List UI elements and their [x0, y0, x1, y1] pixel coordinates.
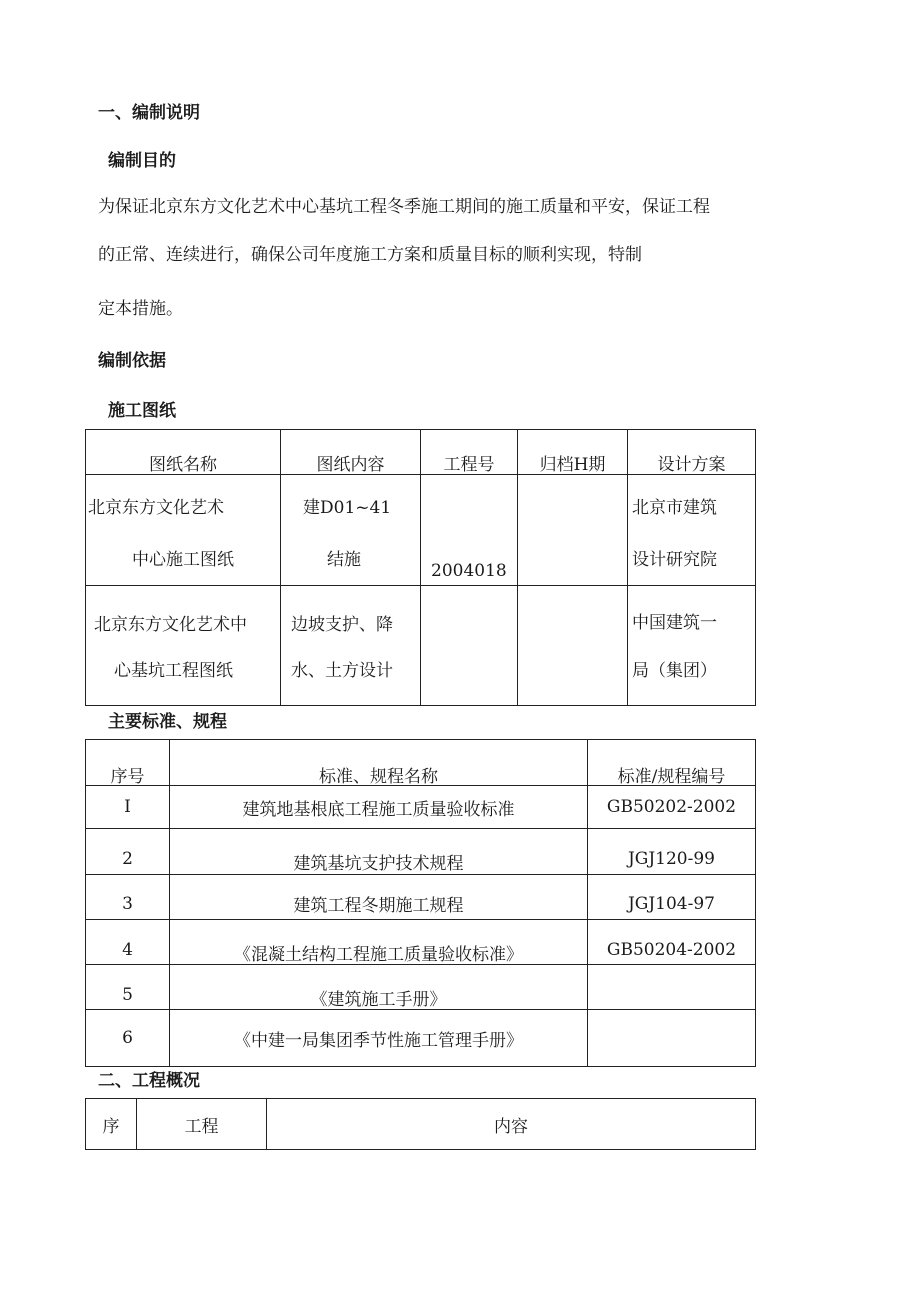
- standard-name-cell: 建筑地基根底工程施工质量验收标准: [170, 786, 588, 829]
- archive-date-cell: [518, 475, 628, 586]
- header-cell: 图纸名称: [86, 430, 281, 475]
- header-cell: 内容: [267, 1099, 756, 1150]
- table-row: [86, 920, 756, 965]
- purpose-line-3: 定本措施。: [98, 299, 183, 319]
- header-cell: 归档H期: [518, 430, 628, 475]
- standard-no-cell: 6: [86, 1010, 170, 1067]
- header-cell: 设计方案: [628, 430, 756, 475]
- header-cell: 工程: [137, 1099, 267, 1150]
- header-cell: 标准/规程编号: [588, 740, 756, 786]
- standard-name-cell: 建筑基坑支护技术规程: [170, 829, 588, 875]
- project-no-cell: [421, 586, 518, 706]
- standards-table: [85, 739, 756, 1067]
- drawing-name-cell: 北京东方文化艺术 中心施工图纸: [86, 475, 281, 586]
- header-cell: 图纸内容: [281, 430, 421, 475]
- table-row: [86, 829, 756, 875]
- drawing-content-cell: 建D01~41 结施: [281, 475, 421, 586]
- section-2-heading: 二、工程概况: [98, 1071, 200, 1091]
- standard-code-cell: JGJ104-97: [588, 875, 756, 920]
- standard-no-cell: 4: [86, 920, 170, 965]
- standard-no-cell: I: [86, 786, 170, 829]
- standards-heading: 主要标准、规程: [108, 712, 227, 732]
- overview-table: [85, 1098, 756, 1150]
- standard-code-cell: [588, 1010, 756, 1067]
- standard-code-cell: [588, 965, 756, 1010]
- table-row: [86, 475, 756, 586]
- standard-no-cell: 2: [86, 829, 170, 875]
- overview-table-header: [86, 1099, 756, 1150]
- drawing-name-cell: 北京东方文化艺术中 心基坑工程图纸: [86, 586, 281, 706]
- section-1-heading: 一、编制说明: [98, 103, 200, 123]
- purpose-line-1: 为保证北京东方文化艺术中心基坑工程冬季施工期间的施工质量和平安，保证工程: [98, 197, 710, 217]
- standard-name-cell: 《中建一局集团季节性施工管理手册》: [170, 1010, 588, 1067]
- standard-code-cell: GB50204-2002: [588, 920, 756, 965]
- project-no-cell: 2004018: [421, 475, 518, 586]
- header-cell: 序号: [86, 740, 170, 786]
- standard-name-cell: 《混凝土结构工程施工质量验收标准》: [170, 920, 588, 965]
- archive-date-cell: [518, 586, 628, 706]
- header-cell: 工程号: [421, 430, 518, 475]
- designer-cell: 北京市建筑 设计研究院: [628, 475, 756, 586]
- standard-no-cell: 5: [86, 965, 170, 1010]
- table-row: [86, 586, 756, 706]
- header-cell: 标准、规程名称: [170, 740, 588, 786]
- drawings-table-header: [86, 430, 756, 475]
- basis-heading: 编制依据: [98, 351, 166, 371]
- purpose-heading: 编制目的: [108, 151, 176, 171]
- table-row: [86, 965, 756, 1010]
- table-row: [86, 786, 756, 829]
- purpose-line-2: 的正常、连续进行，确保公司年度施工方案和质量目标的顺利实现，特制: [98, 245, 642, 265]
- drawings-heading: 施工图纸: [108, 401, 176, 421]
- standard-name-cell: 建筑工程冬期施工规程: [170, 875, 588, 920]
- standard-no-cell: 3: [86, 875, 170, 920]
- table-row: [86, 875, 756, 920]
- standard-code-cell: JGJ120-99: [588, 829, 756, 875]
- standard-code-cell: GB50202-2002: [588, 786, 756, 829]
- drawing-content-cell: 边坡支护、降 水、土方设计: [281, 586, 421, 706]
- standard-name-cell: 《建筑施工手册》: [170, 965, 588, 1010]
- standards-table-header: [86, 740, 756, 786]
- drawings-table: [85, 429, 756, 706]
- table-row: [86, 1010, 756, 1067]
- designer-cell: 中国建筑一 局（集团）: [628, 586, 756, 706]
- header-cell: 序: [86, 1099, 137, 1150]
